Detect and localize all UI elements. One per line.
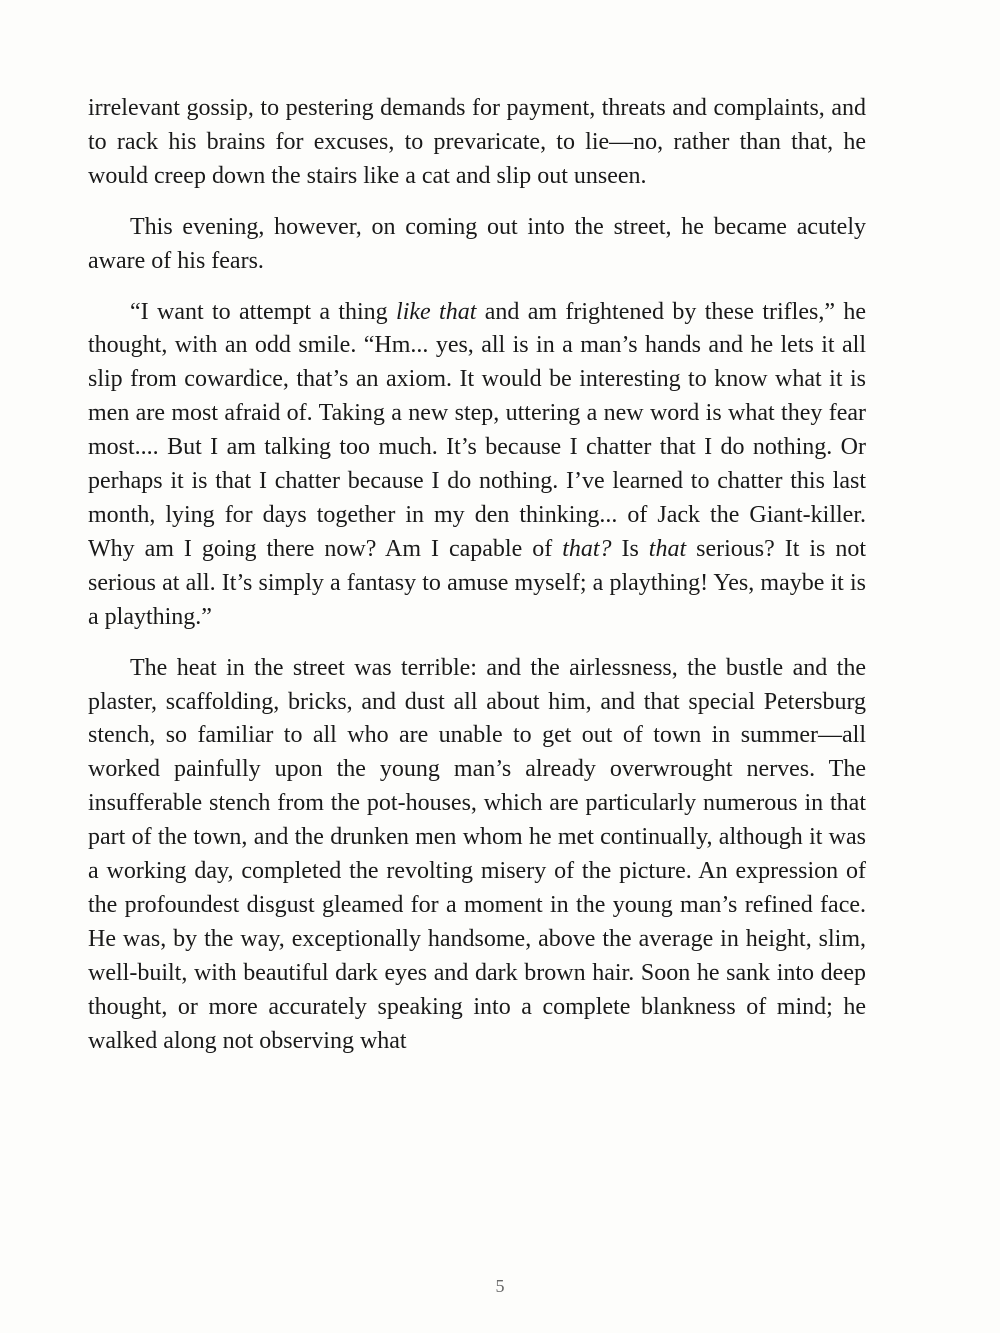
italic-text: like that xyxy=(396,298,477,325)
text-run: irrelevant gossip, to pestering demands for payment, threats and complaints, and to rack his brains for excuses, to prevaricate, to lie—no, rather than that, he would creep down the stairs like a cat and slip out unseen. xyxy=(88,95,866,189)
text-run: The heat in the street was terrible: and the airlessness, the bustle and the plaster, scaffolding, bricks, and dust all about him, and that special Petersburg stench, so familiar to all who are unable to get out of town in summer—all worked painfully upon the young man’s already overwrought nerves. The insufferable stench from the pot-houses, which are particularly numerous in that part of the town, and the drunken men whom he met continually, although it was a working day, completed the revolting misery of the picture. An expression of the profoundest disgust gleamed for a moment in the young man’s refined face. He was, by the way, exceptionally handsome, above the average in height, slim, well-built, with beautiful dark eyes and dark brown hair. Soon he sank into deep thought, or more accurately speaking into a complete blankness of mind; he walked along not observing what xyxy=(88,654,866,1054)
italic-text: that? xyxy=(562,535,612,562)
text-run: “I want to attempt a thing xyxy=(130,298,397,325)
text-run: Is xyxy=(611,535,649,562)
paragraph-3 xyxy=(88,296,866,635)
body-text xyxy=(88,92,866,1075)
paragraph-1 xyxy=(88,92,866,194)
italic-text: that xyxy=(648,535,687,562)
paragraph-4 xyxy=(88,652,866,1059)
page-number: 5 xyxy=(495,1276,505,1296)
text-run: This evening, however, on coming out into the street, he became acutely aware of his fears. xyxy=(88,213,866,274)
text-run: and am frightened by these trifles,” he thought, with an odd smile. “Hm... yes, all is in a man’s hands and he lets it all slip from cowardice, that’s an axiom. It would be interesting to know what it is men are most afraid of. Taking a new step, uttering a new word is what they fear most.... But I am talking too much. It’s because I chatter that I do nothing. Or perhaps it is that I chatter because I do nothing. I’ve learned to chatter this last month, lying for days together in my den thinking... of Jack the Giant-killer. Why am I going there now? Am I capable of xyxy=(88,298,866,562)
text-run: serious? It is not serious at all. It’s simply a fantasy to amuse myself; a plaything! Yes, maybe it is a plaything.” xyxy=(88,535,866,630)
paragraph-2 xyxy=(88,211,866,279)
